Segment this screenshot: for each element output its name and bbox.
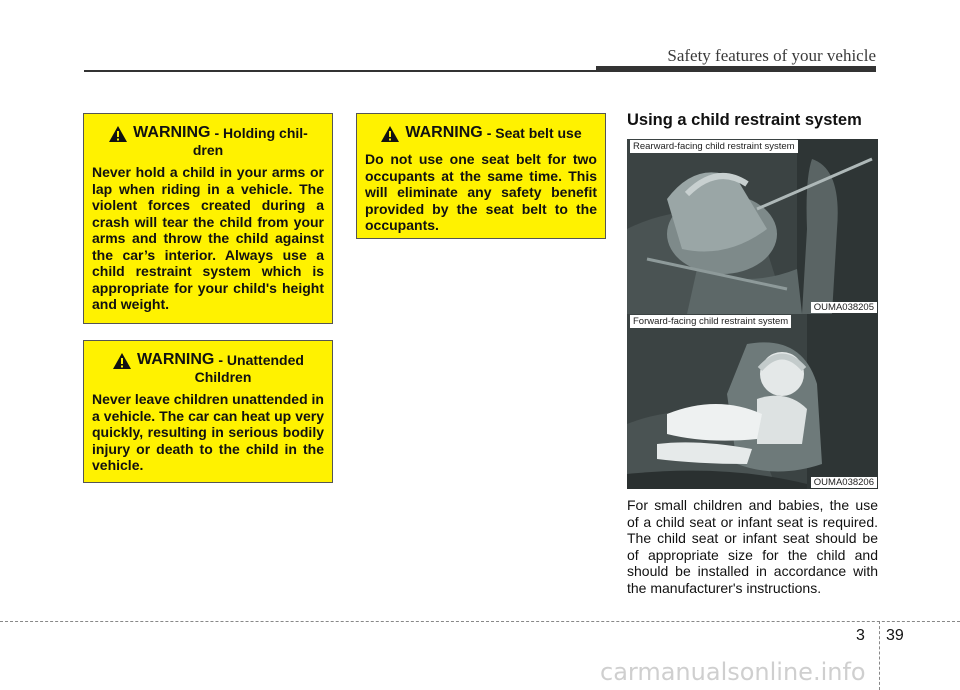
warning-body: Do not use one seat belt for two occupants at the same time. This will eliminate any safety benefit provided by the seat belt to the occupants. [365,151,597,233]
warning-subtitle: - Holding chil- [214,125,308,141]
warning-triangle-icon [380,125,400,143]
warning-word: WARNING [137,351,215,368]
photo-code: OUMA038206 [811,477,877,488]
warning-triangle-icon [112,352,132,370]
section-body: For small children and babies, the use of a child seat or infant seat is required. The child seat or infant seat should be of appropriate size for the child and should be installed in accordance with the manufacturer's instructions. [627,497,878,596]
rear-facing-seat-illustration [627,139,878,314]
footer-divider [879,621,880,690]
warning-word: WARNING [405,124,483,141]
warning-heading [92,124,324,143]
warning-box-holding-children [83,113,333,324]
warning-triangle-icon [108,125,128,143]
forward-facing-seat-photo [627,314,878,489]
warning-heading [92,351,324,370]
header-rule [84,70,876,72]
warning-heading [365,124,597,143]
watermark: carmanualsonline.info [600,658,866,686]
header-title: Safety features of your vehicle [667,46,876,65]
photo-caption: Forward-facing child restraint system [630,315,791,328]
footer-rule [0,621,960,622]
warning-box-seat-belt-use [356,113,606,239]
photo-caption: Rearward-facing child restraint system [630,140,798,153]
page-number: 39 [886,627,904,644]
warning-subtitle: - Unattended [218,352,304,368]
photo-code: OUMA038205 [811,302,877,313]
section-title: Using a child restraint system [627,111,862,129]
warning-subtitle-cont: dren [192,142,224,158]
warning-body: Never leave children unattended in a vehicle. The car can heat up very quickly, resulting in serious bodily injury or death to the child in the vehicle. [92,391,324,473]
warning-subtitle: - Seat belt use [486,125,582,141]
warning-body: Never hold a child in your arms or lap when riding in a vehicle. The violent forces created during a crash will tear the child from your arms and throw the child against the car’s interior. Always use a child restraint system which is appropriate for your child's height and weight. [92,164,324,312]
rear-facing-seat-photo [627,139,878,314]
chapter-number: 3 [856,627,865,644]
warning-box-unattended-children [83,340,333,483]
forward-facing-seat-illustration [627,314,878,489]
warning-word: WARNING [133,124,211,141]
warning-subtitle-cont: Children [194,369,252,385]
